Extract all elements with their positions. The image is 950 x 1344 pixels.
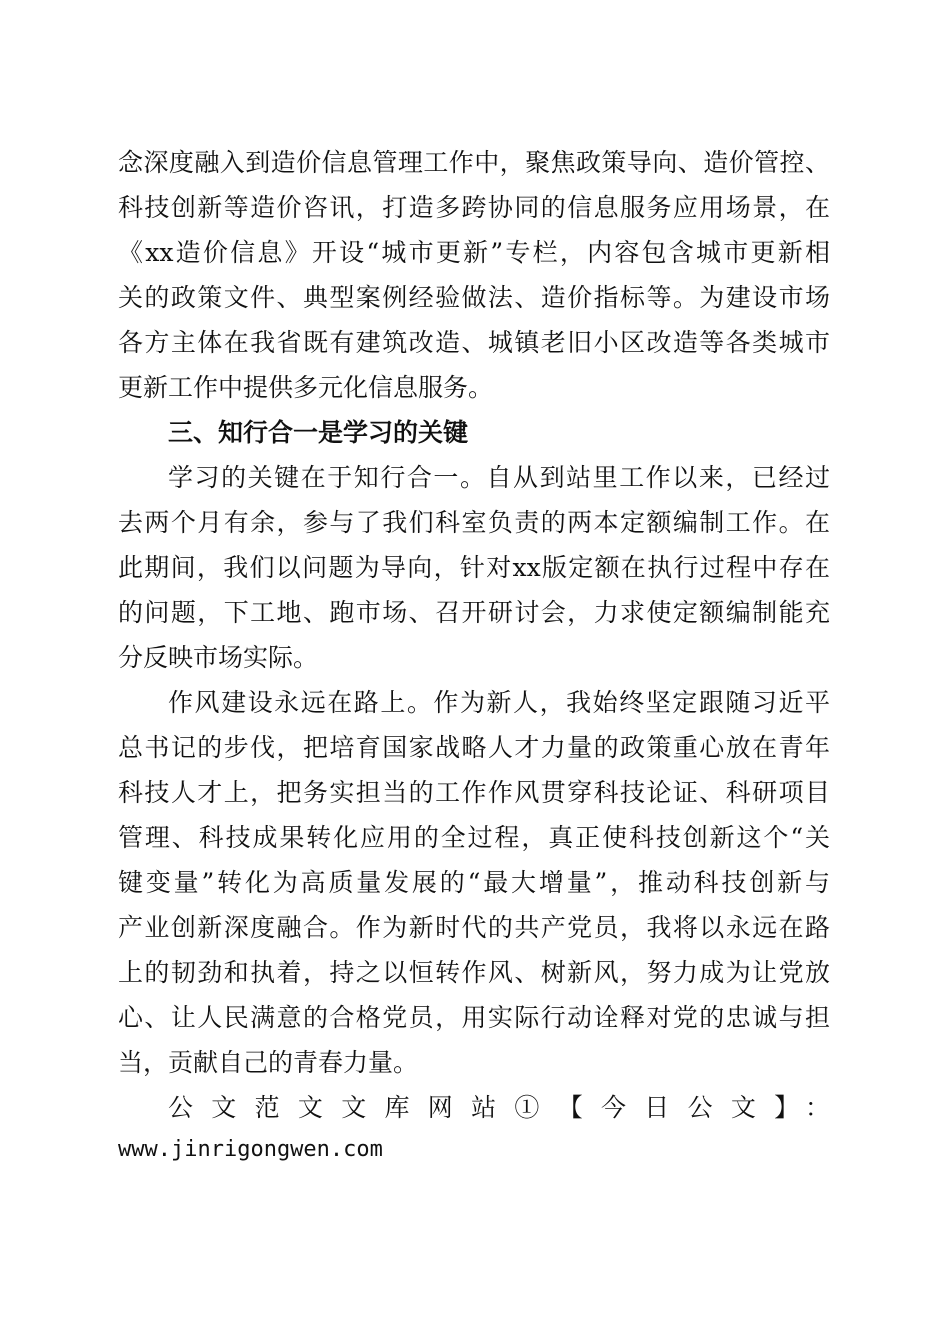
body-line-8: 去两个月有余，参与了我们科室负责的两本定额编制工作。在 [118,508,830,537]
body-line-18: 上的韧劲和执着，持之以恒转作风、树新风，努力成为让党放 [118,958,830,987]
body-line-2: 科技创新等造价咨讯，打造多跨协同的信息服务应用场景，在 [118,193,830,222]
body-line-13: 总书记的步伐，把培育国家战略人才力量的政策重心放在青年 [118,733,830,762]
body-line-5: 各方主体在我省既有建筑改造、城镇老旧小区改造等各类城市 [118,328,830,357]
body-line-15: 管理、科技成果转化应用的全过程，真正使科技创新这个“关 [118,823,830,852]
body-line-6: 更新工作中提供多元化信息服务。 [118,373,494,402]
footer-source-label: 公文范文文库网站①【今日公文】： [168,1093,830,1122]
body-line-7: 学习的关键在于知行合一。自从到站里工作以来，已经过 [168,463,830,492]
body-line-19: 心、让人民满意的合格党员，用实际行动诠释对党的忠诚与担 [118,1003,830,1032]
body-line-20: 当，贡献自己的青春力量。 [118,1048,419,1077]
body-line-11: 分反映市场实际。 [118,643,319,672]
body-line-1: 念深度融入到造价信息管理工作中，聚焦政策导向、造价管控、 [118,148,830,177]
body-line-12: 作风建设永远在路上。作为新人，我始终坚定跟随习近平 [168,688,830,717]
body-line-10: 的问题，下工地、跑市场、召开研讨会，力求使定额编制能充 [118,598,830,627]
body-line-14: 科技人才上，把务实担当的工作作风贯穿科技论证、科研项目 [118,778,830,807]
footer-source-url: www.jinrigongwen.com [118,1137,383,1162]
body-line-9: 此期间，我们以问题为导向，针对xx版定额在执行过程中存在 [118,553,830,582]
body-line-16: 键变量”转化为高质量发展的“最大增量”，推动科技创新与 [118,868,830,897]
section-heading: 三、知行合一是学习的关键 [168,418,469,447]
body-line-3: 《xx造价信息》开设“城市更新”专栏，内容包含城市更新相 [118,238,830,267]
body-line-4: 关的政策文件、典型案例经验做法、造价指标等。为建设市场 [118,283,830,312]
body-line-17: 产业创新深度融合。作为新时代的共产党员，我将以永远在路 [118,913,830,942]
